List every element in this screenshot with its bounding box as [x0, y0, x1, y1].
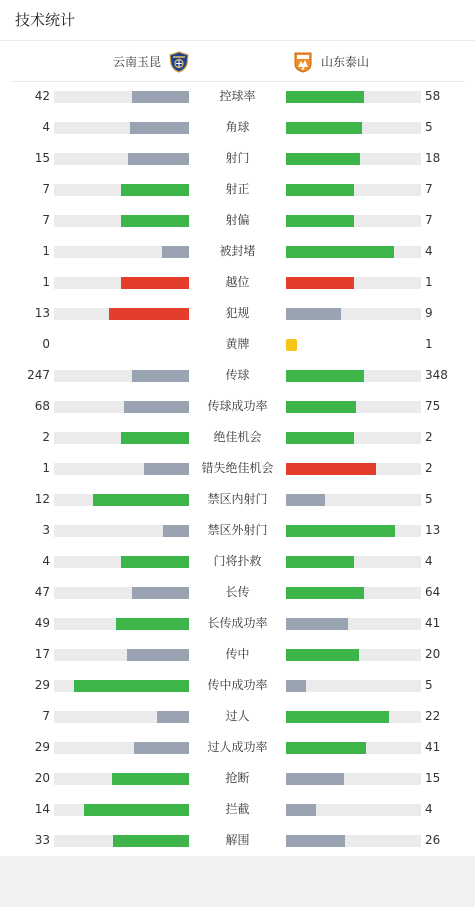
home-bar-fill [74, 680, 189, 692]
away-bar-track [286, 153, 421, 165]
home-bar-fill [121, 556, 189, 568]
away-value: 75 [425, 399, 441, 413]
home-bar-fill [124, 401, 189, 413]
stat-row [0, 113, 475, 144]
home-value: 4 [42, 554, 50, 568]
home-bar-track [54, 587, 189, 599]
stat-label: 射正 [225, 182, 250, 196]
away-value: 4 [425, 554, 433, 568]
stat-label: 射偏 [225, 213, 250, 227]
home-value: 49 [34, 616, 50, 630]
home-value: 2 [42, 430, 50, 444]
home-value: 42 [34, 89, 50, 103]
away-bar-fill [286, 432, 354, 444]
away-bar-track [286, 308, 421, 320]
away-bar-fill [286, 153, 360, 165]
home-value: 29 [34, 740, 50, 754]
home-bar-track [54, 432, 189, 444]
away-bar-track [286, 556, 421, 568]
home-bar-track [54, 122, 189, 134]
home-bar-fill [130, 122, 189, 134]
away-bar-track [286, 494, 421, 506]
home-bar-track [54, 494, 189, 506]
away-bar-track [286, 835, 421, 847]
away-value: 41 [425, 740, 441, 754]
home-bar-track [54, 246, 189, 258]
home-bar-fill [127, 649, 189, 661]
away-bar-fill [286, 649, 359, 661]
away-team[interactable] [292, 51, 369, 73]
away-value: 15 [425, 771, 441, 785]
stat-row [0, 423, 475, 454]
away-bar-track [286, 773, 421, 785]
home-bar-track [54, 370, 189, 382]
page-title: 技术统计 [15, 11, 76, 29]
away-bar-track [286, 587, 421, 599]
home-bar-fill [132, 91, 189, 103]
stat-label: 传中成功率 [207, 678, 268, 692]
home-bar-track [54, 308, 189, 320]
home-bar-track [54, 339, 189, 351]
stat-row [0, 144, 475, 175]
away-team-name: 山东泰山 [321, 55, 370, 69]
home-bar-track [54, 711, 189, 723]
home-bar-fill [132, 370, 189, 382]
away-bar-track [286, 277, 421, 289]
away-value: 20 [425, 647, 441, 661]
home-bar-track [54, 184, 189, 196]
home-team-logo-icon [168, 51, 190, 73]
home-bar-track [54, 153, 189, 165]
home-bar-track [54, 618, 189, 630]
home-bar-track [54, 556, 189, 568]
home-bar-fill [109, 308, 189, 320]
stat-label: 长传 [225, 585, 250, 599]
away-value: 18 [425, 151, 441, 165]
away-bar-fill [286, 525, 395, 537]
stat-label: 禁区内射门 [207, 492, 268, 506]
home-bar-track [54, 401, 189, 413]
away-bar-track [286, 370, 421, 382]
stat-row [0, 516, 475, 547]
stat-row [0, 268, 475, 299]
stat-label: 射门 [225, 151, 250, 165]
home-bar-fill [132, 587, 189, 599]
home-value: 1 [42, 275, 50, 289]
stats-list [0, 82, 475, 857]
away-value: 22 [425, 709, 441, 723]
away-value: 5 [425, 120, 433, 134]
stat-label: 黄牌 [225, 337, 250, 351]
away-value: 348 [425, 368, 448, 382]
home-bar-track [54, 804, 189, 816]
stat-row [0, 578, 475, 609]
stat-row [0, 206, 475, 237]
away-bar-track [286, 184, 421, 196]
away-value: 1 [425, 275, 433, 289]
home-value: 29 [34, 678, 50, 692]
away-value: 5 [425, 492, 433, 506]
stat-label: 绝佳机会 [213, 430, 262, 444]
home-bar-fill [121, 432, 189, 444]
away-bar-track [286, 215, 421, 227]
home-bar-track [54, 215, 189, 227]
stat-label: 拦截 [225, 802, 250, 816]
away-bar-track [286, 711, 421, 723]
away-value: 7 [425, 182, 433, 196]
away-bar-fill [286, 401, 356, 413]
stat-row [0, 547, 475, 578]
away-bar-fill [286, 804, 316, 816]
stat-label: 门将扑救 [213, 554, 262, 568]
stat-row [0, 330, 475, 361]
home-bar-fill [93, 494, 189, 506]
away-bar-track [286, 463, 421, 475]
home-value: 14 [34, 802, 50, 816]
home-bar-fill [121, 184, 189, 196]
stat-label: 过人成功率 [207, 740, 268, 754]
home-bar-track [54, 773, 189, 785]
away-bar-fill [286, 339, 297, 351]
home-bar-track [54, 835, 189, 847]
home-value: 7 [42, 182, 50, 196]
home-bar-track [54, 525, 189, 537]
home-value: 0 [42, 337, 50, 351]
away-value: 26 [425, 833, 441, 847]
away-bar-track [286, 122, 421, 134]
home-bar-track [54, 680, 189, 692]
away-bar-fill [286, 277, 354, 289]
away-bar-fill [286, 370, 364, 382]
stat-label: 越位 [225, 275, 250, 289]
home-value: 20 [34, 771, 50, 785]
away-bar-fill [286, 91, 364, 103]
away-bar-fill [286, 680, 306, 692]
stat-row [0, 237, 475, 268]
home-value: 33 [34, 833, 50, 847]
home-bar-fill [163, 525, 189, 537]
home-value: 7 [42, 213, 50, 227]
stat-row [0, 733, 475, 764]
home-bar-fill [113, 835, 189, 847]
stat-label: 传中 [225, 647, 250, 661]
stat-row [0, 795, 475, 826]
stat-row [0, 671, 475, 702]
away-team-logo-icon [292, 51, 314, 73]
stat-label: 解围 [225, 833, 250, 847]
stat-label: 过人 [225, 709, 250, 723]
team-header [0, 41, 475, 81]
home-value: 13 [34, 306, 50, 320]
away-bar-track [286, 525, 421, 537]
stat-label: 被封堵 [219, 244, 256, 258]
stat-row [0, 485, 475, 516]
away-value: 64 [425, 585, 441, 599]
stat-label: 控球率 [219, 89, 256, 103]
away-value: 4 [425, 244, 433, 258]
home-bar-fill [162, 246, 189, 258]
stat-label: 长传成功率 [207, 616, 268, 630]
away-bar-track [286, 742, 421, 754]
stat-row [0, 361, 475, 392]
away-bar-track [286, 246, 421, 258]
away-bar-fill [286, 215, 354, 227]
away-value: 13 [425, 523, 441, 537]
home-bar-track [54, 742, 189, 754]
home-value: 17 [34, 647, 50, 661]
home-bar-track [54, 277, 189, 289]
away-bar-fill [286, 835, 345, 847]
stat-row [0, 454, 475, 485]
stat-row [0, 826, 475, 857]
stat-label: 抢断 [225, 771, 250, 785]
away-bar-fill [286, 246, 394, 258]
home-team[interactable] [113, 51, 190, 73]
away-value: 41 [425, 616, 441, 630]
home-value: 7 [42, 709, 50, 723]
away-value: 4 [425, 802, 433, 816]
stat-label: 错失绝佳机会 [201, 461, 274, 475]
away-bar-fill [286, 494, 325, 506]
stat-label: 犯规 [225, 306, 250, 320]
away-bar-track [286, 649, 421, 661]
stat-label: 传球成功率 [207, 399, 268, 413]
home-bar-track [54, 649, 189, 661]
away-bar-track [286, 401, 421, 413]
home-bar-track [54, 463, 189, 475]
home-value: 1 [42, 244, 50, 258]
away-bar-track [286, 339, 421, 351]
away-value: 5 [425, 678, 433, 692]
stat-row [0, 764, 475, 795]
away-bar-track [286, 618, 421, 630]
stat-row [0, 82, 475, 113]
away-value: 7 [425, 213, 433, 227]
away-value: 1 [425, 337, 433, 351]
stat-row [0, 392, 475, 423]
away-bar-fill [286, 773, 344, 785]
home-bar-fill [121, 277, 189, 289]
home-value: 12 [34, 492, 50, 506]
away-bar-track [286, 91, 421, 103]
stat-row [0, 299, 475, 330]
home-bar-fill [121, 215, 189, 227]
away-value: 2 [425, 461, 433, 475]
away-bar-track [286, 432, 421, 444]
home-bar-fill [157, 711, 189, 723]
home-bar-fill [112, 773, 189, 785]
away-bar-fill [286, 184, 354, 196]
away-bar-track [286, 804, 421, 816]
stat-row [0, 609, 475, 640]
away-bar-fill [286, 742, 366, 754]
home-value: 15 [34, 151, 50, 165]
home-value: 47 [34, 585, 50, 599]
stat-row [0, 175, 475, 206]
away-bar-fill [286, 122, 362, 134]
away-bar-fill [286, 618, 348, 630]
home-value: 68 [34, 399, 50, 413]
home-bar-fill [134, 742, 189, 754]
away-bar-fill [286, 463, 376, 475]
home-bar-fill [84, 804, 189, 816]
away-bar-fill [286, 587, 364, 599]
home-value: 3 [42, 523, 50, 537]
home-bar-fill [128, 153, 189, 165]
home-value: 4 [42, 120, 50, 134]
home-team-name: 云南玉昆 [112, 55, 161, 69]
away-value: 58 [425, 89, 441, 103]
stat-label: 禁区外射门 [207, 523, 268, 537]
away-value: 2 [425, 430, 433, 444]
away-value: 9 [425, 306, 433, 320]
stat-row [0, 702, 475, 733]
away-bar-fill [286, 711, 389, 723]
away-bar-fill [286, 308, 341, 320]
home-bar-fill [144, 463, 189, 475]
home-value: 247 [27, 368, 50, 382]
stat-label: 传球 [225, 368, 250, 382]
stat-label: 角球 [225, 120, 250, 134]
away-bar-fill [286, 556, 354, 568]
home-bar-fill [116, 618, 189, 630]
home-value: 1 [42, 461, 50, 475]
stat-row [0, 640, 475, 671]
away-bar-track [286, 680, 421, 692]
home-bar-track [54, 91, 189, 103]
